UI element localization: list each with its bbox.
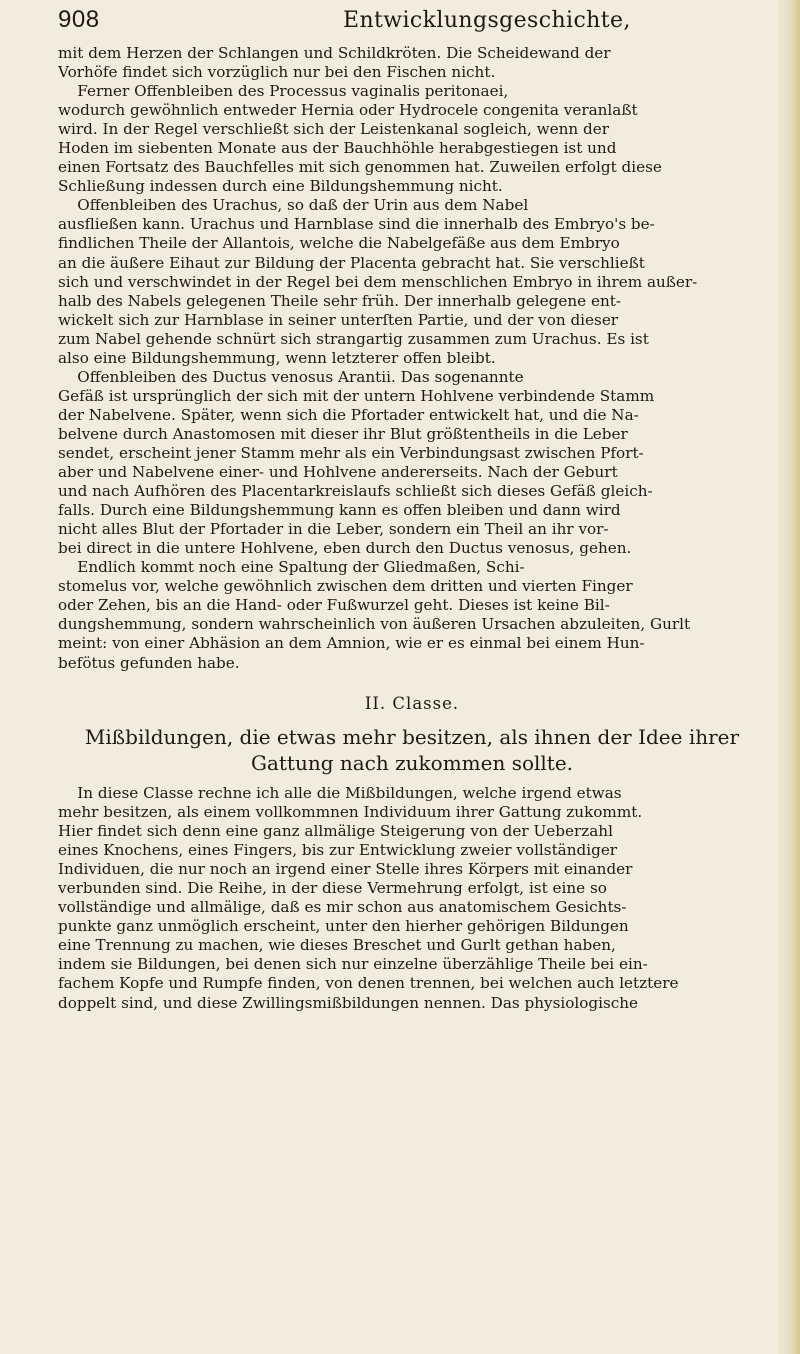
text-line: findlichen Theile der Allantois, welche die Nabelgefäße aus dem Embryo <box>58 234 620 253</box>
text-line: falls. Durch eine Bildungshemmung kann es offen bleiben und dann wird <box>58 501 621 520</box>
text-line: Offenbleiben des Ductus venosus Arantii. Das sogenannte <box>58 367 524 386</box>
page-number: 908 <box>58 6 100 33</box>
text-line: Schließung indessen durch eine Bildungshemmung nicht. <box>58 177 503 196</box>
text-line: oder Zehen, bis an die Hand- oder Fußwurzel geht. Dieses ist keine Bil- <box>58 596 610 615</box>
text-line: indem sie Bildungen, bei denen sich nur einzelne überzählige Theile bei ein- <box>58 955 648 974</box>
page-body <box>58 44 766 1012</box>
text-line: doppelt sind, und diese Zwillingsmißbildungen nennen. Das physiologische <box>58 993 639 1012</box>
text-line: wickelt sich zur Harnblase in seiner unterſten Partie, und der von dieser <box>58 310 619 329</box>
text-line: Individuen, die nur noch an irgend einer Stelle ihres Körpers mit einander <box>58 860 633 879</box>
text-line: bei direct in die untere Hohlvene, eben durch den Ductus venosus, gehen. <box>58 539 632 558</box>
text-line: punkte ganz unmöglich erscheint, unter den hierher gehörigen Bildungen <box>58 917 629 936</box>
text-line: und nach Aufhören des Placentarkreislaufs schließt sich dieses Gefäß gleich- <box>58 482 653 501</box>
text-line: zum Nabel gehende schnürt sich strangartig zusammen zum Urachus. Es ist <box>58 329 649 348</box>
text-line: nicht alles Blut der Pfortader in die Leber, sondern ein Theil an ihr vor- <box>58 520 609 539</box>
running-head: Entwicklungsgeschichte, <box>343 8 631 33</box>
section-heading <box>58 724 766 776</box>
text-line: ausfließen kann. Urachus und Harnblase sind die innerhalb des Embryo's be- <box>58 215 655 234</box>
section-heading-line: Mißbildungen, die etwas mehr besitzen, als ihnen der Idee ihrer <box>84 725 740 749</box>
text-line: wodurch gewöhnlich entweder Hernia oder Hydrocele congenita veranlaßt <box>58 101 638 120</box>
text-line: stomelus vor, welche gewöhnlich zwischen dem dritten und vierten Finger <box>58 577 633 596</box>
section-number: II. Classe. <box>364 694 460 713</box>
section-heading-line: Gattung nach zukommen sollte. <box>250 751 574 775</box>
text-line: Endlich kommt noch eine Spaltung der Gliedmaßen, Schi- <box>58 558 525 577</box>
text-line: belvene durch Anastomosen mit dieser ihr Blut größtentheils in die Leber <box>58 424 628 443</box>
text-line: Vorhöfe findet sich vorzüglich nur bei den Fischen nicht. <box>58 63 496 82</box>
text-line: fachem Kopfe und Rumpfe finden, von denen trennen, bei welchen auch letztere <box>58 974 679 993</box>
text-line: Hoden im siebenten Monate aus der Bauchhöhle herabgestiegen ist und <box>58 139 617 158</box>
text-line: sich und verschwindet in der Regel bei dem menschlichen Embryo in ihrem außer- <box>58 272 698 291</box>
text-line: meint: von einer Abhäsion an dem Amnion, wie er es einmal bei einem Hun- <box>58 634 645 653</box>
page-edge <box>778 0 800 1354</box>
text-line: also eine Bildungshemmung, wenn letzterer offen bleibt. <box>58 348 496 367</box>
text-line: mit dem Herzen der Schlangen und Schildkröten. Die Scheidewand der <box>58 44 611 62</box>
paragraph-class-two-intro <box>58 784 766 1013</box>
text-line: befötus gefunden habe. <box>58 653 240 672</box>
text-line: vollständige und allmälige, daß es mir schon aus anatomischem Gesichts- <box>58 898 627 917</box>
page-header <box>58 6 758 40</box>
text-line: der Nabelvene. Später, wenn sich die Pfortader entwickelt hat, und die Na- <box>58 405 639 424</box>
text-line: an die äußere Eihaut zur Bildung der Placenta gebracht hat. Sie verschließt <box>58 253 645 272</box>
text-line: einen Fortsatz des Bauchfelles mit sich genommen hat. Zuweilen erfolgt diese <box>58 158 662 177</box>
text-line: mehr besitzen, als einem vollkommnen Individuum ihrer Gattung zukommt. <box>58 803 643 822</box>
text-line: verbunden sind. Die Reihe, in der diese Vermehrung erfolgt, ist eine so <box>58 879 607 898</box>
paragraph-closing-class-one <box>58 44 766 673</box>
text-line: aber und Nabelvene einer- und Hohlvene andererseits. Nach der Geburt <box>58 463 618 482</box>
text-line: In diese Classe rechne ich alle die Mißbildungen, welche irgend etwas <box>58 784 622 802</box>
text-line: Ferner Offenbleiben des Processus vaginalis peritonaei, <box>58 82 509 101</box>
text-line: eines Knochens, eines Fingers, bis zur Entwicklung zweier vollständiger <box>58 841 618 860</box>
text-line: halb des Nabels gelegenen Theile sehr früh. Der innerhalb gelegene ent- <box>58 291 621 310</box>
text-line: sendet, erscheint jener Stamm mehr als ein Verbindungsast zwischen Pfort- <box>58 443 644 462</box>
text-line: dungshemmung, sondern wahrscheinlich von äußeren Ursachen abzuleiten, Gurlt <box>58 615 691 634</box>
text-line: Gefäß ist ursprünglich der sich mit der untern Hohlvene verbindende Stamm <box>58 386 655 405</box>
text-line: Offenbleiben des Urachus, so daß der Urin aus dem Nabel <box>58 196 529 215</box>
text-line: Hier findet sich denn eine ganz allmälige Steigerung von der Ueberzahl <box>58 822 613 841</box>
text-line: eine Trennung zu machen, wie dieses Breschet und Gurlt gethan haben, <box>58 936 616 955</box>
text-line: wird. In der Regel verschließt sich der Leistenkanal sogleich, wenn der <box>58 120 609 139</box>
